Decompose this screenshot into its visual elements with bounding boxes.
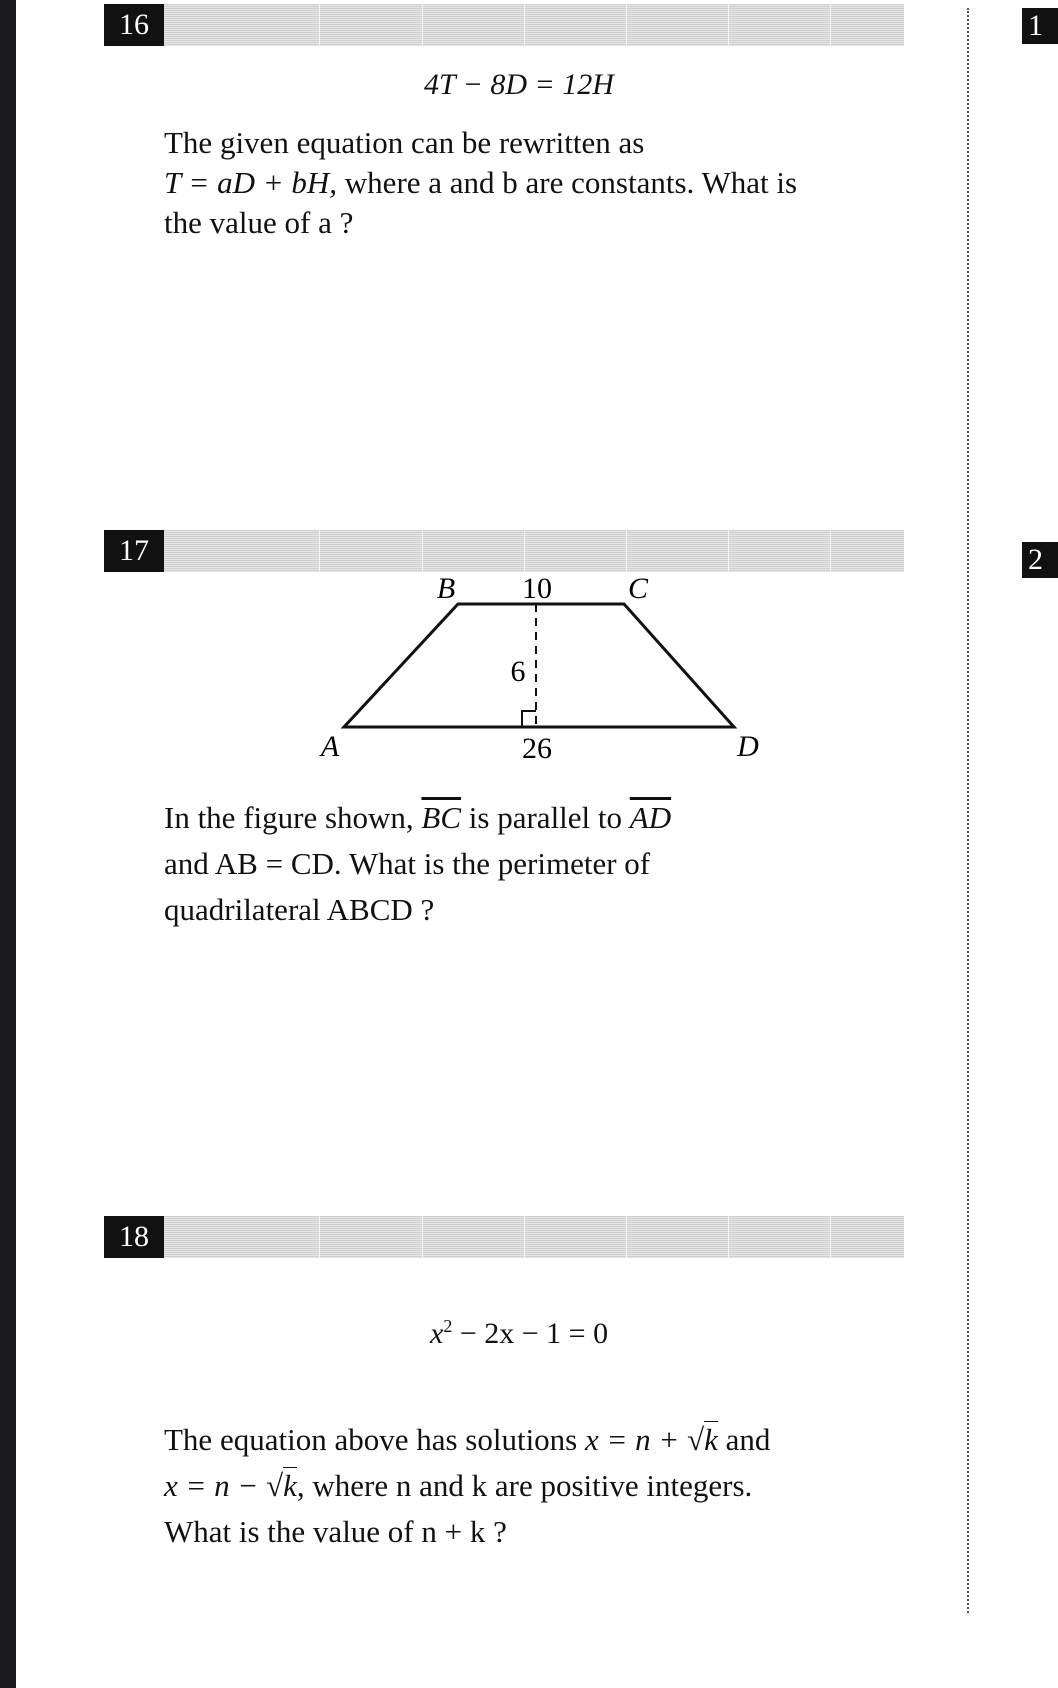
bottom-base-label: 26 (522, 732, 552, 765)
right-angle-mark (522, 711, 536, 727)
text-line: the value of a ? (164, 205, 354, 240)
vertex-label-c: C (627, 572, 649, 605)
question-number: 16 (104, 4, 164, 46)
next-column-question-number: 1 (1022, 8, 1058, 44)
question-text (164, 795, 671, 933)
equation: 4T − 8D = 12H (424, 68, 614, 101)
next-column-question-number: 2 (1022, 542, 1058, 578)
question-17-header (104, 530, 904, 572)
text-line: quadrilateral ABCD ? (164, 892, 435, 927)
height-label: 6 (510, 655, 526, 688)
left-edge-bar (0, 0, 16, 1688)
text-line: T = aD + bH, where a and b are constants. What is (164, 165, 798, 200)
text-line: The equation above has solutions x = n + √k and (164, 1422, 771, 1457)
question-number: 18 (104, 1216, 164, 1258)
text-line: In the figure shown, $\overline{BC}$ is parallel to $\overline{AD}$ (164, 800, 672, 835)
top-base-label: 10 (522, 572, 552, 605)
question-18-header (104, 1216, 904, 1258)
trapezoid-figure (300, 572, 780, 770)
question-16-header (104, 4, 904, 46)
question-text (164, 1417, 770, 1555)
column-divider (967, 8, 969, 1613)
vertex-label-b: B (436, 572, 456, 605)
text-line: and AB = CD. What is the perimeter of (164, 846, 651, 881)
text-line: x = n − √k, where n and k are positive integers. (164, 1468, 753, 1503)
vertex-label-a: A (320, 730, 340, 763)
text-line: What is the value of n + k ? (164, 1514, 507, 1549)
vertex-label-d: D (737, 730, 759, 763)
equation: $x^2 - 2x - 1 = 0$ (430, 1316, 609, 1350)
question-text (164, 123, 797, 243)
question-number: 17 (104, 530, 164, 572)
trapezoid-outline (344, 604, 734, 727)
text-line: The given equation can be rewritten as (164, 125, 645, 160)
